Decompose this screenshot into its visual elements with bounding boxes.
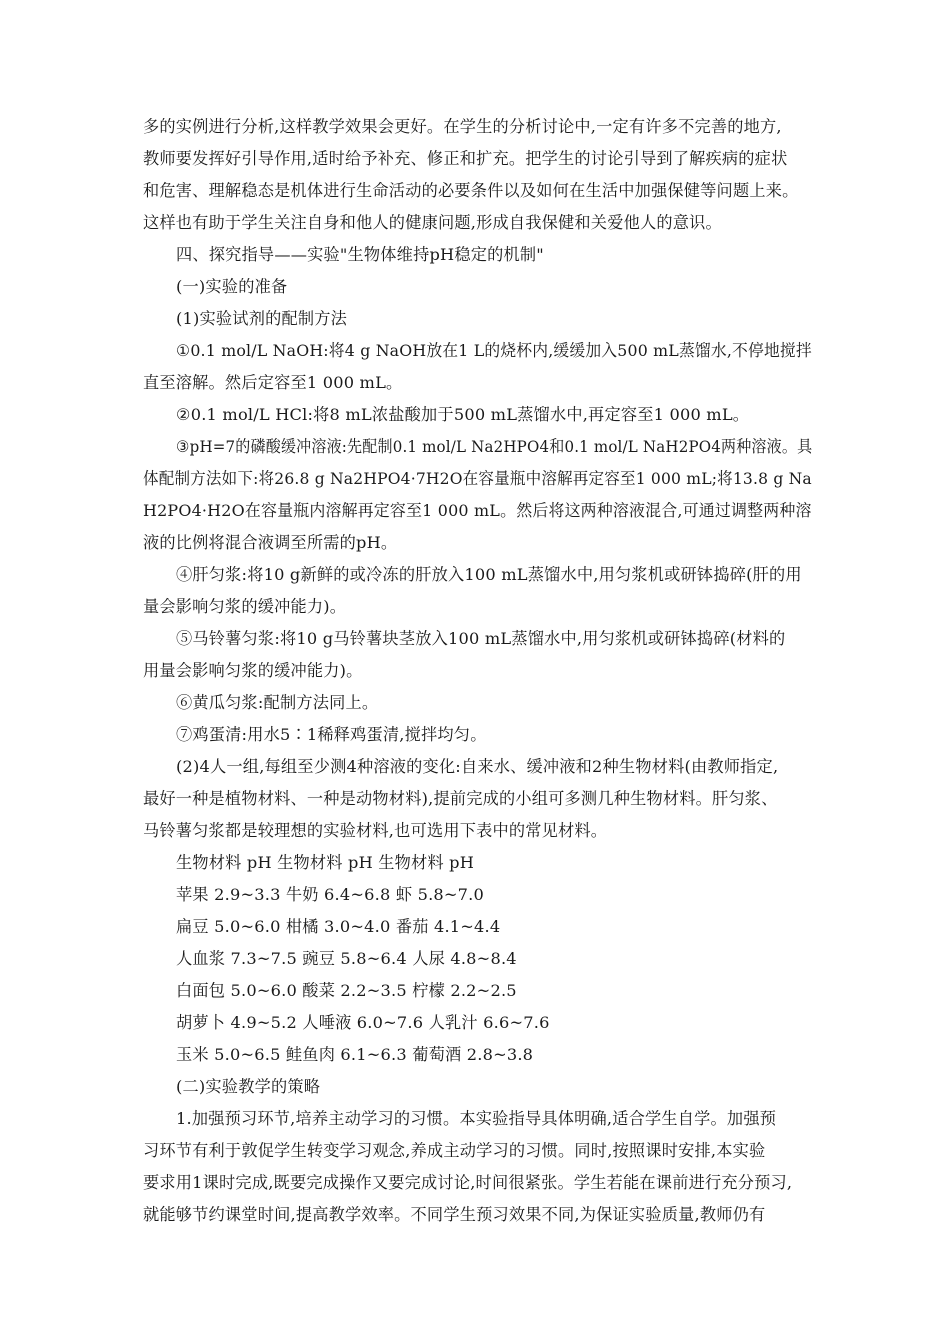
paragraph-line: ⑤马铃薯匀浆:将10 g马铃薯块茎放入100 mL蒸馏水中,用匀浆机或研钵捣碎(材料的	[176, 629, 786, 648]
paragraph-line: H2PO4·H2O在容量瓶内溶解再定容至1 000 mL。然后将这两种溶液混合,可通过调整两种溶	[143, 501, 812, 520]
paragraph-line: 要求用1课时完成,既要完成操作又要完成讨论,时间很紧张。学生若能在课前进行充分预习,	[143, 1173, 793, 1192]
table-header-row: 生物材料 pH 生物材料 pH 生物材料 pH	[176, 853, 475, 872]
paragraph-line: 最好一种是植物材料、一种是动物材料),提前完成的小组可多测几种生物材料。肝匀浆、	[143, 789, 778, 808]
paragraph-line: ⑦鸡蛋清:用水5∶1稀释鸡蛋清,搅拌均匀。	[176, 725, 487, 744]
paragraph-line: ④肝匀浆:将10 g新鲜的或冷冻的肝放入100 mL蒸馏水中,用匀浆机或研钵捣碎(肝的用	[176, 565, 802, 584]
paragraph-line: 就能够节约课堂时间,提高教学效率。不同学生预习效果不同,为保证实验质量,教师仍有	[143, 1205, 766, 1224]
paragraph-line: 习环节有利于敦促学生转变学习观念,养成主动学习的习惯。同时,按照课时安排,本实验	[143, 1141, 766, 1160]
paragraph-line: 1.加强预习环节,培养主动学习的习惯。本实验指导具体明确,适合学生自学。加强预	[176, 1109, 777, 1128]
table-row: 苹果 2.9~3.3 牛奶 6.4~6.8 虾 5.8~7.0	[176, 885, 485, 904]
paragraph-line: ⑥黄瓜匀浆:配制方法同上。	[176, 693, 379, 712]
subsection-heading: (二)实验教学的策略	[176, 1077, 321, 1096]
table-row: 人血浆 7.3~7.5 豌豆 5.8~6.4 人尿 4.8~8.4	[176, 949, 517, 968]
paragraph-line: ③pH=7的磷酸缓冲溶液:先配制0.1 mol/L Na2HPO4和0.1 mol/L NaH2PO4两种溶液。具	[176, 437, 813, 456]
paragraph-line: ②0.1 mol/L HCl:将8 mL浓盐酸加于500 mL蒸馏水中,再定容至1 000 mL。	[176, 405, 750, 424]
paragraph-line: 量会影响匀浆的缓冲能力)。	[143, 597, 347, 616]
table-row: 胡萝卜 4.9~5.2 人唾液 6.0~7.6 人乳汁 6.6~7.6	[176, 1013, 550, 1032]
paragraph-line: 体配制方法如下:将26.8 g Na2HPO4·7H2O在容量瓶中溶解再定容至1 000 mL;将13.8 g Na	[143, 469, 812, 488]
paragraph-line: ①0.1 mol/L NaOH:将4 g NaOH放在1 L的烧杯内,缓缓加入500 mL蒸馏水,不停地搅拌	[176, 341, 812, 360]
table-row: 扁豆 5.0~6.0 柑橘 3.0~4.0 番茄 4.1~4.4	[176, 917, 501, 936]
table-row: 玉米 5.0~6.5 鲑鱼肉 6.1~6.3 葡萄酒 2.8~3.8	[176, 1045, 534, 1064]
table-row: 白面包 5.0~6.0 酸菜 2.2~3.5 柠檬 2.2~2.5	[176, 981, 517, 1000]
subsection-heading: (1)实验试剂的配制方法	[176, 309, 348, 328]
paragraph-line: 用量会影响匀浆的缓冲能力)。	[143, 661, 363, 680]
paragraph-line: 马铃薯匀浆都是较理想的实验材料,也可选用下表中的常见材料。	[143, 821, 608, 840]
paragraph-line: 多的实例进行分析,这样教学效果会更好。在学生的分析讨论中,一定有许多不完善的地方,	[143, 117, 782, 136]
paragraph-line: 液的比例将混合液调至所需的pH。	[143, 533, 398, 552]
paragraph-line: (2)4人一组,每组至少测4种溶液的变化:自来水、缓冲液和2种生物材料(由教师指定,	[176, 757, 779, 776]
paragraph-line: 这样也有助于学生关注自身和他人的健康问题,形成自我保健和关爱他人的意识。	[143, 213, 722, 232]
section-heading: 四、探究指导——实验"生物体维持pH稳定的机制"	[176, 245, 544, 264]
paragraph-line: 教师要发挥好引导作用,适时给予补充、修正和扩充。把学生的讨论引导到了解疾病的症状	[143, 149, 788, 168]
subsection-heading: (一)实验的准备	[176, 277, 288, 296]
paragraph-line: 直至溶解。然后定容至1 000 mL。	[143, 373, 403, 392]
paragraph-line: 和危害、理解稳态是机体进行生命活动的必要条件以及如何在生活中加强保健等问题上来。	[143, 181, 799, 200]
